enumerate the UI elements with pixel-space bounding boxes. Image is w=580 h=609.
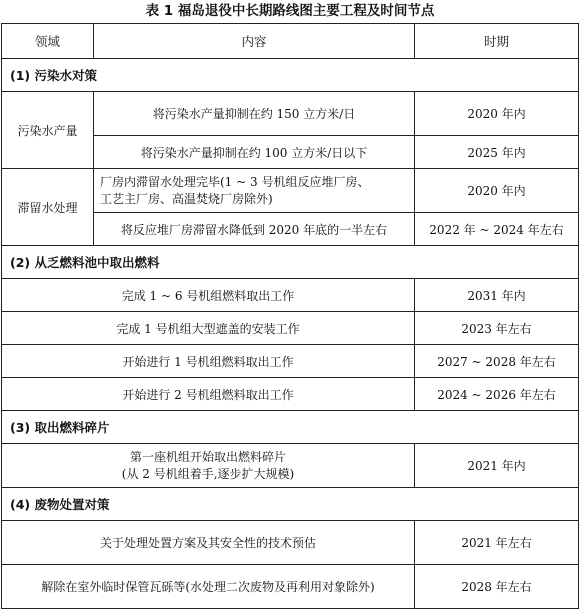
content-cell: 将污染水产量抑制在约 150 立方米/日	[94, 92, 415, 136]
period-cell: 2021 年左右	[415, 521, 579, 565]
content-cell	[94, 169, 415, 213]
content-cell: 解除在室外临时保管瓦砾等(水处理二次废物及再利用对象除外)	[2, 565, 415, 609]
period-cell: 2028 年左右	[415, 565, 579, 609]
content-line: (从 2 号机组着手,逐步扩大规模)	[121, 466, 295, 481]
table-row	[2, 378, 579, 411]
section-heading: (4) 废物处置对策	[2, 488, 579, 521]
content-cell: 关于处理处置方案及其安全性的技术预估	[2, 521, 415, 565]
table-title: 表 1 福岛退役中长期路线图主要工程及时间节点	[145, 3, 435, 19]
section-row	[2, 411, 579, 444]
table-row	[2, 345, 579, 378]
content-cell: 将反应堆厂房滞留水降低到 2020 年底的一半左右	[94, 213, 415, 246]
table-row	[2, 92, 579, 136]
period-cell: 2020 年内	[415, 92, 579, 136]
table-row	[2, 521, 579, 565]
section-row	[2, 59, 579, 92]
content-cell: 将污染水产量抑制在约 100 立方米/日以下	[94, 136, 415, 169]
content-cell	[2, 444, 415, 488]
content-line: 厂房内滞留水处理完毕(1 ~ 3 号机组反应堆厂房、	[100, 174, 370, 189]
period-cell: 2020 年内	[415, 169, 579, 213]
section-row	[2, 488, 579, 521]
period-cell: 2022 年 ~ 2024 年左右	[415, 213, 579, 246]
content-cell: 开始进行 2 号机组燃料取出工作	[2, 378, 415, 411]
header-row	[2, 24, 579, 59]
section-row	[2, 246, 579, 279]
domain-cell: 污染水产量	[2, 92, 94, 169]
section-heading: (2) 从乏燃料池中取出燃料	[2, 246, 579, 279]
header-period: 时期	[415, 24, 579, 59]
content-line: 工艺主厂房、高温焚烧厂房除外)	[100, 191, 273, 206]
period-cell: 2025 年内	[415, 136, 579, 169]
period-cell: 2031 年内	[415, 279, 579, 312]
header-content: 内容	[94, 24, 415, 59]
table-row	[2, 444, 579, 488]
content-line: 第一座机组开始取出燃料碎片	[129, 449, 286, 464]
table-row	[2, 169, 579, 213]
period-cell: 2027 ~ 2028 年左右	[415, 345, 579, 378]
period-cell: 2024 ~ 2026 年左右	[415, 378, 579, 411]
domain-cell: 滞留水处理	[2, 169, 94, 246]
period-cell: 2021 年内	[415, 444, 579, 488]
header-domain: 领域	[2, 24, 94, 59]
content-cell: 完成 1 ~ 6 号机组燃料取出工作	[2, 279, 415, 312]
roadmap-table	[1, 23, 579, 609]
table-row	[2, 312, 579, 345]
content-cell: 开始进行 1 号机组燃料取出工作	[2, 345, 415, 378]
section-heading: (3) 取出燃料碎片	[2, 411, 579, 444]
content-cell: 完成 1 号机组大型遮盖的安装工作	[2, 312, 415, 345]
table-row	[2, 279, 579, 312]
section-heading: (1) 污染水对策	[2, 59, 579, 92]
period-cell: 2023 年左右	[415, 312, 579, 345]
